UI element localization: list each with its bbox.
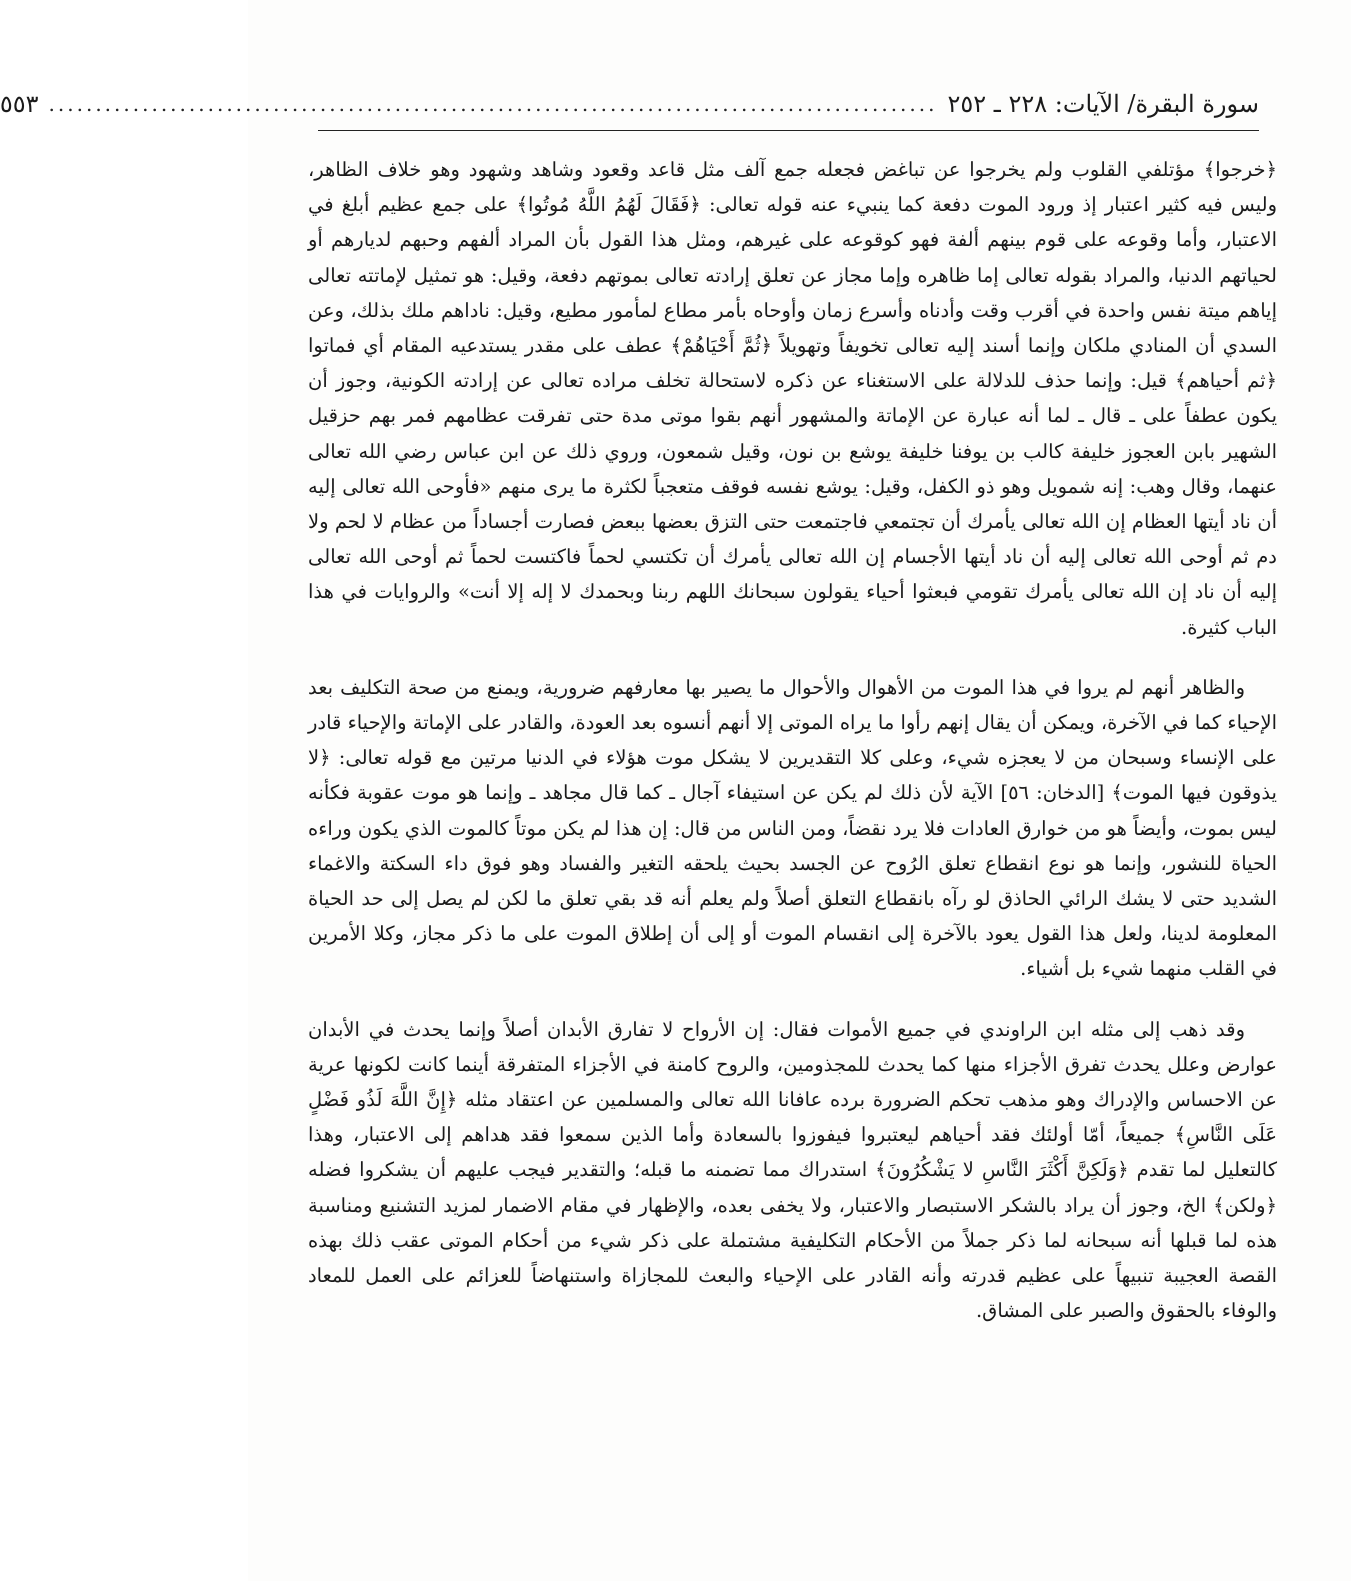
page-number: ٥٥٣	[0, 90, 39, 118]
body-text	[308, 152, 1277, 1329]
running-header	[0, 84, 1259, 124]
header-leader-dots: ...............................................................................................	[48, 92, 938, 116]
paragraph-2: والظاهر أنهم لم يروا في هذا الموت من الأهوال والأحوال ما يصير بها معارفهم ضرورية، ويمنع من صحة التكليف بعد الإحياء كما في الآخرة، ويمكن أن يقال إنهم رأوا ما يراه الموتى إلا أنهم أنسوه بعد العودة، والقادر على الإماتة والإحياء قادر على الإنساء وسبحان من لا يعجزه شيء، وعلى كلا التقديرين لا يشكل موت هؤلاء في الدنيا مرتين مع قوله تعالى: ﴿لا يذوقون فيها الموت﴾ [الدخان: ٥٦] الآية لأن ذلك لم يكن عن استيفاء آجال ـ كما قال مجاهد ـ وإنما هو موت عقوبة فكأنه ليس بموت، وأيضاً هو من خوارق العادات فلا يرد نقضاً، ومن الناس من قال: إن هذا لم يكن موتاً كالموت الذي يكون وراءه الحياة للنشور، وإنما هو نوع انقطاع تعلق الرُوح عن الجسد بحيث يلحقه التغير والفساد وهو فوق داء السكتة والاغماء الشديد حتى لا يشك الرائي الحاذق لو رآه بانقطاع التعلق أصلاً ولم يعلم أنه قد بقي تعلق ما لكن لم يصل إلى حد الحياة المعلومة لدينا، ولعل هذا القول يعود بالآخرة إلى انقسام الموت أو إلى أن إطلاق الموت على ما ذكر مجاز، وكلا الأمرين في القلب منهما شيء بل أشياء.	[308, 675, 1277, 981]
paragraph-3: وقد ذهب إلى مثله ابن الراوندي في جميع الأموات فقال: إن الأرواح لا تفارق الأبدان أصلاً وإنما يحدث في الأبدان عوارض وعلل يحدث تفرق الأجزاء منها كما يحدث للمجذومين، والروح كامنة في الأجزاء المتفرقة أينما كانت لكونها عرية عن الاحساس والإدراك وهو مذهب تحكم الضرورة برده عافانا الله تعالى والمسلمين عن اعتقاد مثله ﴿إِنَّ اللَّهَ لَذُو فَضْلٍ عَلَى النَّاسِ﴾ جميعاً، أمّا أولئك فقد أحياهم ليعتبروا فيفوزوا بالسعادة وأما الذين سمعوا فقد هداهم إلى الاعتبار، وهذا كالتعليل لما تقدم ﴿وَلَكِنَّ أَكْثَرَ النَّاسِ لا يَشْكُرُونَ﴾ استدراك مما تضمنه ما قبله؛ والتقدير فيجب عليهم أن يشكروا فضله ﴿ولكن﴾ الخ، وجوز أن يراد بالشكر الاستبصار والاعتبار، ولا يخفى بعده، والإظهار في مقام الاضمار لمزيد التشنيع ومناسبة هذه لما قبلها أنه سبحانه لما ذكر جملاً من الأحكام التكليفية مشتملة على ذكر شيء من أحكام الموتى عقب ذلك بهذه القصة العجيبة تنبيهاً على عظيم قدرته وأنه القادر على الإحياء والبعث للمجازاة واستنهاضاً للعزائم على العمل للمعاد والوفاء بالحقوق والصبر على المشاق.	[308, 1017, 1277, 1323]
header-title: سورة البقرة/ الآيات: ٢٢٨ ـ ٢٥٢	[947, 90, 1259, 118]
paragraph-1: ﴿خرجوا﴾ مؤتلفي القلوب ولم يخرجوا عن تباغض فجعله جمع آلف مثل قاعد وقعود وشاهد وشهود وهو خلاف الظاهر، وليس فيه كثير اعتبار إذ ورود الموت دفعة كما ينبيء عنه قوله تعالى: ﴿فَقَالَ لَهُمُ اللَّهُ مُوتُوا﴾ على جمع عظيم أبلغ في الاعتبار، وأما وقوعه على قوم بينهم ألفة فهو كوقوعه على غيرهم، ومثل هذا القول بأن المراد ألفهم وحبهم لديارهم أو لحياتهم الدنيا، والمراد بقوله تعالى إما ظاهره وإما مجاز عن تعلق إرادته تعالى بموتهم دفعة، وقيل: هو تمثيل لإماتته تعالى إياهم ميتة نفس واحدة في أقرب وقت وأدناه وأسرع زمان وأوحاه بأمر مطاع لمأمور مطيع، وقيل: ناداهم ملك بذلك، وعن السدي أن المنادي ملكان وإنما أسند إليه تعالى تخويفاً وتهويلاً ﴿ثُمَّ أَحْيَاهُمْ﴾ عطف على مقدر يستدعيه المقام أي فماتوا ﴿ثم أحياهم﴾ قيل: وإنما حذف للدلالة على الاستغناء عن ذكره لاستحالة تخلف مراده تعالى عن إرادته الكونية، وجوز أن يكون عطفاً على ـ قال ـ لما أنه عبارة عن الإماتة والمشهور أنهم بقوا موتى مدة حتى تفرقت عظامهم فمر بهم حزقيل الشهير بابن العجوز خليفة كالب بن يوفنا خليفة يوشع بن نون، وقيل شمعون، وروي ذلك عن ابن عباس رضي الله تعالى عنهما، وقال وهب: إنه شمويل وهو ذو الكفل، وقيل: يوشع نفسه فوقف متعجباً لكثرة ما يرى منهم «فأوحى الله تعالى إليه أن ناد أيتها العظام إن الله تعالى يأمرك أن تجتمعي فاجتمعت حتى التزق بعضها ببعض فصارت أجساداً من عظام لا لحم ولا دم ثم أوحى الله تعالى إليه أن ناد أيتها الأجسام إن الله تعالى يأمرك أن تكتسي لحماً فاكتست لحماً ثم أوحى الله تعالى إليه أن ناد إن الله تعالى يأمرك تقومي فبعثوا أحياء يقولون سبحانك اللهم ربنا وبحمدك لا إله إلا أنت» والروايات في هذا الباب كثيرة.	[308, 158, 1277, 639]
header-rule	[318, 130, 1259, 131]
